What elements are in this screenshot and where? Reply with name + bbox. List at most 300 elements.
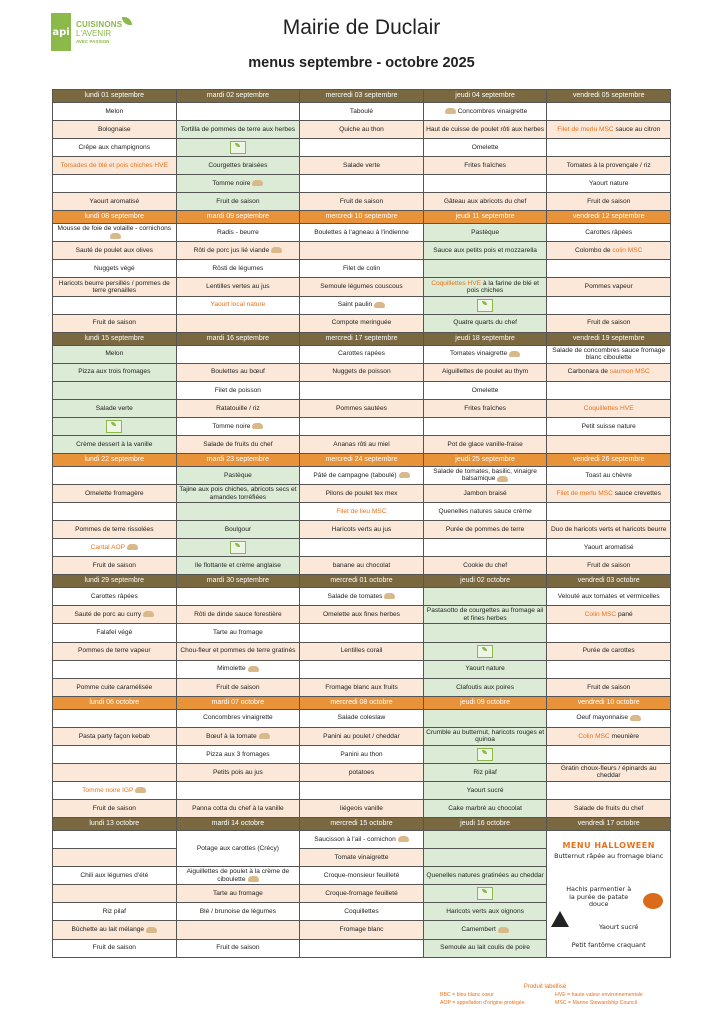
dish-text: Panini au thon: [340, 750, 383, 758]
dish-text: Omelette aux fines herbes: [323, 611, 400, 619]
menu-row: [53, 800, 671, 818]
menu-cell: [547, 193, 671, 211]
menu-cell: [176, 193, 300, 211]
menu-cell: [423, 642, 547, 660]
menu-cell: [423, 102, 547, 120]
dish-text: Falafel végé: [96, 629, 133, 637]
dish-text: Pastèque: [471, 229, 500, 236]
vege-label-icon: [477, 887, 493, 900]
dish-text: Jambon braisé: [463, 489, 507, 497]
menu-cell: [176, 435, 300, 453]
dish-text: Salade verte: [95, 404, 133, 412]
day-header: vendredi 12 septembre: [547, 211, 671, 224]
menu-cell: [53, 781, 177, 799]
day-header: mercredi 01 octobre: [300, 575, 424, 588]
labelled-product: Yaourt local nature: [210, 301, 266, 309]
menu-cell: [423, 381, 547, 399]
menu-cell: [300, 921, 424, 939]
dish-text: Tomme noire: [212, 180, 251, 188]
logo-line-1: CUISINONS: [76, 20, 123, 29]
halloween-menu-cell: [547, 830, 671, 957]
menu-cell: [53, 624, 177, 642]
menu-cell: [300, 709, 424, 727]
menu-cell: [176, 830, 300, 866]
menu-cell: [176, 345, 300, 363]
menu-cell: [53, 539, 177, 557]
menu-cell: [53, 157, 177, 175]
bread-icon: [127, 544, 138, 550]
dish-text: Purée de carottes: [582, 647, 635, 655]
dish-text: Gâteau aux abricots du chef: [443, 198, 527, 206]
menu-cell: [423, 606, 547, 624]
day-header: mercredi 10 septembre: [300, 211, 424, 224]
menu-cell: [547, 260, 671, 278]
menu-cell: [300, 745, 424, 763]
dish-text: Fruit de saison: [587, 198, 631, 206]
dish-text: Haricots verts aux oignons: [446, 908, 524, 916]
dish-text: Salade de fruits du chef: [574, 804, 644, 812]
menu-cell: [176, 120, 300, 138]
bread-icon: [146, 927, 157, 933]
menu-cell: [176, 399, 300, 417]
dish-text: Yaourt sucré: [466, 786, 504, 794]
dish-text: Radis - beurre: [217, 229, 259, 236]
menu-cell: [423, 193, 547, 211]
menu-cell: [423, 849, 547, 867]
dish-text: Nuggets végé: [93, 265, 135, 273]
dish-text: Chili aux légumes d'été: [80, 871, 149, 879]
menu-cell: [300, 138, 424, 156]
legend-title: Produit labellisé: [523, 984, 567, 990]
dish-text: Taboulé: [349, 107, 374, 115]
menu-cell: [176, 278, 300, 296]
menu-cell: [176, 781, 300, 799]
menu-cell: [547, 399, 671, 417]
dish-text: Fruit de saison: [587, 319, 631, 327]
dish-text: Concombres vinaigrette: [457, 107, 528, 115]
dish-text: Quenelles natures sauce crème: [438, 507, 532, 515]
dish-text: Ratatouille / riz: [216, 404, 260, 412]
menu-cell: [53, 642, 177, 660]
menu-cell: [423, 417, 547, 435]
dish-text: Yaourt nature: [465, 665, 505, 673]
menu-cell: [300, 606, 424, 624]
menu-cell: [547, 727, 671, 745]
menu-cell: [423, 867, 547, 885]
menu-cell: [53, 345, 177, 363]
dish-text: Riz pilaf: [102, 908, 127, 916]
menu-row: [53, 296, 671, 314]
dish-text: Quatre quarts du chef: [453, 319, 517, 327]
dish-text: Fruit de saison: [216, 683, 260, 691]
halloween-starter: Butternut râpée au fromage blanc: [554, 851, 664, 860]
dish-text: sauce au citron: [613, 125, 661, 133]
dish-text: potatoes: [348, 768, 375, 776]
bread-icon: [271, 247, 282, 253]
menu-cell: [547, 606, 671, 624]
dish-text: Gratin choux-fleurs / épinards au cheddar: [560, 765, 657, 780]
menu-cell: [423, 260, 547, 278]
menu-cell: [547, 745, 671, 763]
api-logo-mark: api: [51, 13, 71, 51]
menu-cell: [423, 885, 547, 903]
menu-cell: [176, 157, 300, 175]
menu-cell: [176, 503, 300, 521]
vege-label-icon: [106, 420, 122, 433]
menu-cell: [300, 296, 424, 314]
menu-cell: [53, 521, 177, 539]
menu-cell: [547, 278, 671, 296]
day-header: vendredi 03 octobre: [547, 575, 671, 588]
day-header: mercredi 17 septembre: [300, 332, 424, 345]
dish-text: Fruit de saison: [587, 562, 631, 570]
bread-icon: [110, 233, 121, 239]
dish-text: Aiguillettes de poulet au thym: [442, 368, 529, 376]
menu-cell: [300, 417, 424, 435]
menu-cell: [300, 278, 424, 296]
menu-row: [53, 763, 671, 781]
menu-cell: [53, 849, 177, 867]
menu-row: [53, 224, 671, 242]
menu-cell: [300, 800, 424, 818]
dish-text: banane au chocolat: [332, 562, 391, 570]
menu-cell: [423, 399, 547, 417]
dish-text: Boulettes à l'agneau à l'indienne: [314, 229, 409, 236]
menu-row: [53, 314, 671, 332]
bread-icon: [248, 666, 259, 672]
menu-cell: [176, 381, 300, 399]
day-header: vendredi 10 octobre: [547, 696, 671, 709]
menu-cell: [423, 781, 547, 799]
menu-row: [53, 503, 671, 521]
labelled-product: Colin MSC: [584, 611, 617, 619]
dish-text: Fruit de saison: [339, 198, 384, 206]
labelled-product: colin MSC: [612, 247, 643, 255]
dish-text: Semoule légumes couscous: [320, 283, 403, 291]
menu-cell: [300, 102, 424, 120]
week-header-row: [53, 211, 671, 224]
menu-row: [53, 539, 671, 557]
menu-cell: [300, 678, 424, 696]
week-header-row: [53, 818, 671, 831]
menu-cell: [547, 678, 671, 696]
menu-cell: [423, 660, 547, 678]
menu-cell: [423, 363, 547, 381]
dish-text: Saint paulin: [337, 301, 373, 309]
dish-text: Pâté de campagne (taboulé): [313, 471, 397, 479]
legend: [440, 983, 670, 1007]
dish-text: Aiguillettes de poulet à la crème de ciboulette: [186, 868, 290, 883]
menu-cell: [547, 242, 671, 260]
dish-text: Tortilla de pommes de terre aux herbes: [180, 125, 296, 133]
menu-row: [53, 588, 671, 606]
menu-row: [53, 781, 671, 799]
dish-text: Boulgour: [224, 526, 252, 533]
dish-text: Filet de poisson: [214, 386, 261, 394]
day-header: vendredi 05 septembre: [547, 90, 671, 103]
bread-icon: [374, 302, 385, 308]
menu-cell: [53, 588, 177, 606]
menu-table: [52, 89, 671, 958]
menu-cell: [423, 484, 547, 502]
labelled-product: Filet de merlu MSC: [556, 489, 613, 497]
menu-cell: [300, 193, 424, 211]
menu-row: [53, 260, 671, 278]
menu-row: [53, 345, 671, 363]
menu-cell: [300, 624, 424, 642]
menu-cell: [300, 157, 424, 175]
dish-text: Cookie du chef: [463, 562, 508, 570]
dish-text: Fruit de saison: [92, 804, 136, 812]
menu-cell: [176, 260, 300, 278]
dish-text: Salade coleslaw: [337, 714, 386, 722]
menu-cell: [423, 157, 547, 175]
menu-cell: [176, 484, 300, 502]
menu-cell: [300, 763, 424, 781]
dish-text: Rösti de légumes: [212, 265, 264, 273]
dish-text: Crème dessert à la vanille: [76, 440, 153, 448]
menu-cell: [547, 296, 671, 314]
bread-icon: [497, 476, 508, 482]
menu-cell: [176, 660, 300, 678]
menu-cell: [300, 521, 424, 539]
menu-cell: [176, 466, 300, 484]
menu-row: [53, 745, 671, 763]
dish-text: Bœuf à la tomate: [206, 732, 257, 740]
day-header: jeudi 04 septembre: [423, 90, 547, 103]
menu-cell: [300, 660, 424, 678]
dish-text: Carbonara de: [567, 368, 610, 376]
dish-text: Saucisson à l'ail - cornichon: [314, 835, 396, 843]
menu-cell: [423, 709, 547, 727]
menu-cell: [53, 678, 177, 696]
labelled-product: Cantal AOP: [90, 544, 126, 552]
dish-text: Frites fraîches: [464, 404, 506, 412]
dish-text: Tomates à la provençale / riz: [566, 161, 651, 169]
menu-cell: [547, 781, 671, 799]
menu-cell: [300, 781, 424, 799]
menu-cell: [53, 399, 177, 417]
dish-text: Omelette fromagère: [84, 489, 144, 497]
dish-text: Chou-fleur et pommes de terre gratinés: [180, 647, 296, 655]
dish-text: Tomme noire: [212, 422, 251, 430]
menu-cell: [300, 120, 424, 138]
bread-icon: [509, 351, 520, 357]
dish-text: Pommes de terre vapeur: [78, 647, 151, 655]
menu-cell: [547, 484, 671, 502]
menu-cell: [53, 709, 177, 727]
menu-cell: [300, 885, 424, 903]
day-header: mardi 02 septembre: [176, 90, 300, 103]
menu-cell: [423, 278, 547, 296]
dish-text: Salade de fruits du chef: [203, 440, 273, 448]
bread-icon: [399, 472, 410, 478]
menu-cell: [423, 939, 547, 957]
menu-cell: [53, 903, 177, 921]
dish-text: Omelette: [471, 386, 499, 394]
day-header: mardi 30 septembre: [176, 575, 300, 588]
menu-cell: [53, 102, 177, 120]
menu-cell: [176, 727, 300, 745]
dish-text: Fruit de saison: [216, 198, 260, 206]
menu-cell: [176, 102, 300, 120]
menu-cell: [53, 484, 177, 502]
dish-text: Petit suisse nature: [581, 422, 636, 430]
menu-cell: [547, 138, 671, 156]
menu-cell: [176, 363, 300, 381]
day-header: mercredi 03 septembre: [300, 90, 424, 103]
dish-text: Petits pois au jus: [212, 768, 263, 776]
logo-line-3: AVEC PASSION: [76, 39, 110, 44]
dish-text: Panna cotta du chef à la vanille: [192, 804, 284, 812]
day-header: lundi 01 septembre: [53, 90, 177, 103]
menu-cell: [176, 745, 300, 763]
day-header: mardi 07 octobre: [176, 696, 300, 709]
dish-text: Clafoutis aux poires: [456, 683, 515, 691]
logo-line-2: L'AVENIR: [76, 29, 112, 38]
menu-row: [53, 399, 671, 417]
menu-cell: [176, 557, 300, 575]
menu-row: [53, 157, 671, 175]
menu-row: [53, 678, 671, 696]
menu-cell: [53, 224, 177, 242]
menu-cell: [423, 175, 547, 193]
bread-icon: [630, 715, 641, 721]
menu-cell: [176, 642, 300, 660]
dish-text: Fromage blanc: [339, 926, 384, 934]
menu-cell: [423, 296, 547, 314]
dish-text: Crumble au butternut, haricots rouges et quinoa: [426, 728, 545, 744]
day-header: jeudi 02 octobre: [423, 575, 547, 588]
menu-cell: [423, 539, 547, 557]
menu-row: [53, 242, 671, 260]
halloween-dessert: Petit fantôme craquant: [571, 940, 646, 949]
menu-cell: [423, 745, 547, 763]
menu-cell: [300, 727, 424, 745]
menu-cell: [53, 800, 177, 818]
dish-text: Bolognaise: [97, 125, 131, 133]
menu-row: [53, 606, 671, 624]
day-header: vendredi 17 octobre: [547, 818, 671, 831]
dish-text: Colombo de: [574, 247, 613, 255]
dish-text: Yaourt aromatisé: [583, 544, 634, 552]
dish-text: Salade verte: [342, 161, 380, 169]
menu-cell: [547, 642, 671, 660]
menu-cell: [53, 175, 177, 193]
day-header: jeudi 25 septembre: [423, 454, 547, 467]
menu-cell: [423, 314, 547, 332]
legend-hve: HVE = haute valeur environnementale: [555, 992, 643, 998]
dish-text: Quiche au thon: [339, 125, 384, 133]
menu-row: [53, 484, 671, 502]
dish-text: Coquillettes: [344, 908, 379, 916]
dish-text: Sauté de poulet aux olives: [75, 247, 153, 255]
menu-row: [53, 727, 671, 745]
menu-cell: [300, 260, 424, 278]
menu-cell: [547, 435, 671, 453]
menu-cell: [547, 417, 671, 435]
dish-text: Frites fraîches: [464, 161, 506, 169]
vege-label-icon: [230, 541, 246, 554]
dish-text: Nuggets de poisson: [332, 368, 391, 376]
dish-text: Tarte au fromage: [212, 890, 263, 898]
menu-cell: [176, 417, 300, 435]
menu-cell: [423, 435, 547, 453]
menu-cell: [423, 138, 547, 156]
menu-cell: [176, 867, 300, 885]
vege-label-icon: [230, 141, 246, 154]
dish-text: Salade de concombres sauce fromage blanc ciboulette: [552, 346, 666, 362]
dish-text: Pot de glace vanille-fraise: [447, 440, 523, 448]
vege-label-icon: [477, 748, 493, 761]
menu-cell: [176, 224, 300, 242]
bread-icon: [398, 836, 409, 842]
menu-cell: [300, 903, 424, 921]
dish-text: Tomates vinaigrette: [449, 350, 508, 358]
menu-cell: [423, 830, 547, 848]
menu-cell: [547, 363, 671, 381]
menu-cell: [53, 435, 177, 453]
bread-icon: [248, 876, 259, 882]
dish-text: Fruit de saison: [216, 944, 260, 952]
labelled-product: Coquillettes HVE: [583, 404, 634, 412]
dish-text: Salade de tomates: [327, 593, 383, 601]
menu-row: [53, 278, 671, 296]
halloween-title: MENU HALLOWEEN: [562, 841, 655, 851]
menu-row: [53, 642, 671, 660]
menu-cell: [53, 138, 177, 156]
dish-text: Quenelles natures gratinées au cheddar: [426, 871, 544, 879]
witch-hat-icon: [551, 911, 569, 927]
dish-text: Cake marbré au chocolat: [448, 804, 522, 812]
dish-text: Compote meringuée: [331, 319, 392, 327]
labelled-product: saumon MSC: [609, 368, 650, 376]
menu-cell: [300, 539, 424, 557]
menu-cell: [300, 588, 424, 606]
menu-cell: [300, 224, 424, 242]
menu-cell: [53, 557, 177, 575]
menu-cell: [176, 800, 300, 818]
menu-cell: [423, 678, 547, 696]
menu-cell: [300, 175, 424, 193]
dish-text: Tomate vinaigrette: [334, 853, 389, 861]
dish-text: Haricots beurre persillés / pommes de terre grenailles: [58, 279, 170, 294]
vege-label-icon: [477, 299, 493, 312]
dish-text: Boulettes au bœuf: [210, 368, 265, 376]
week-header-row: [53, 90, 671, 103]
dish-text: Duo de haricots verts et haricots beurre: [550, 526, 667, 533]
dish-text: Lentilles vertes au jus: [206, 283, 270, 291]
day-header: mardi 14 octobre: [176, 818, 300, 831]
menu-cell: [53, 120, 177, 138]
bread-icon: [252, 423, 263, 429]
dish-text: Rôti de dinde sauce forestière: [194, 611, 282, 619]
menu-cell: [53, 278, 177, 296]
menu-cell: [176, 314, 300, 332]
dish-text: Melon: [105, 350, 124, 358]
legend-bbc: BBC = bleu blanc cœur: [440, 992, 494, 998]
dish-text: Bûchette au lait mélange: [71, 926, 145, 934]
menu-cell: [176, 678, 300, 696]
menu-cell: [423, 727, 547, 745]
dish-text: Ananas rôti au miel: [333, 440, 390, 448]
dish-text: Tajine aux pois chiches, abricots secs et amandes torréfiées: [179, 486, 297, 501]
dish-text: Melon: [105, 107, 124, 115]
dish-text: Yaourt aromatisé: [89, 198, 140, 206]
menu-cell: [53, 660, 177, 678]
day-header: lundi 13 octobre: [53, 818, 177, 831]
day-header: vendredi 19 septembre: [547, 332, 671, 345]
